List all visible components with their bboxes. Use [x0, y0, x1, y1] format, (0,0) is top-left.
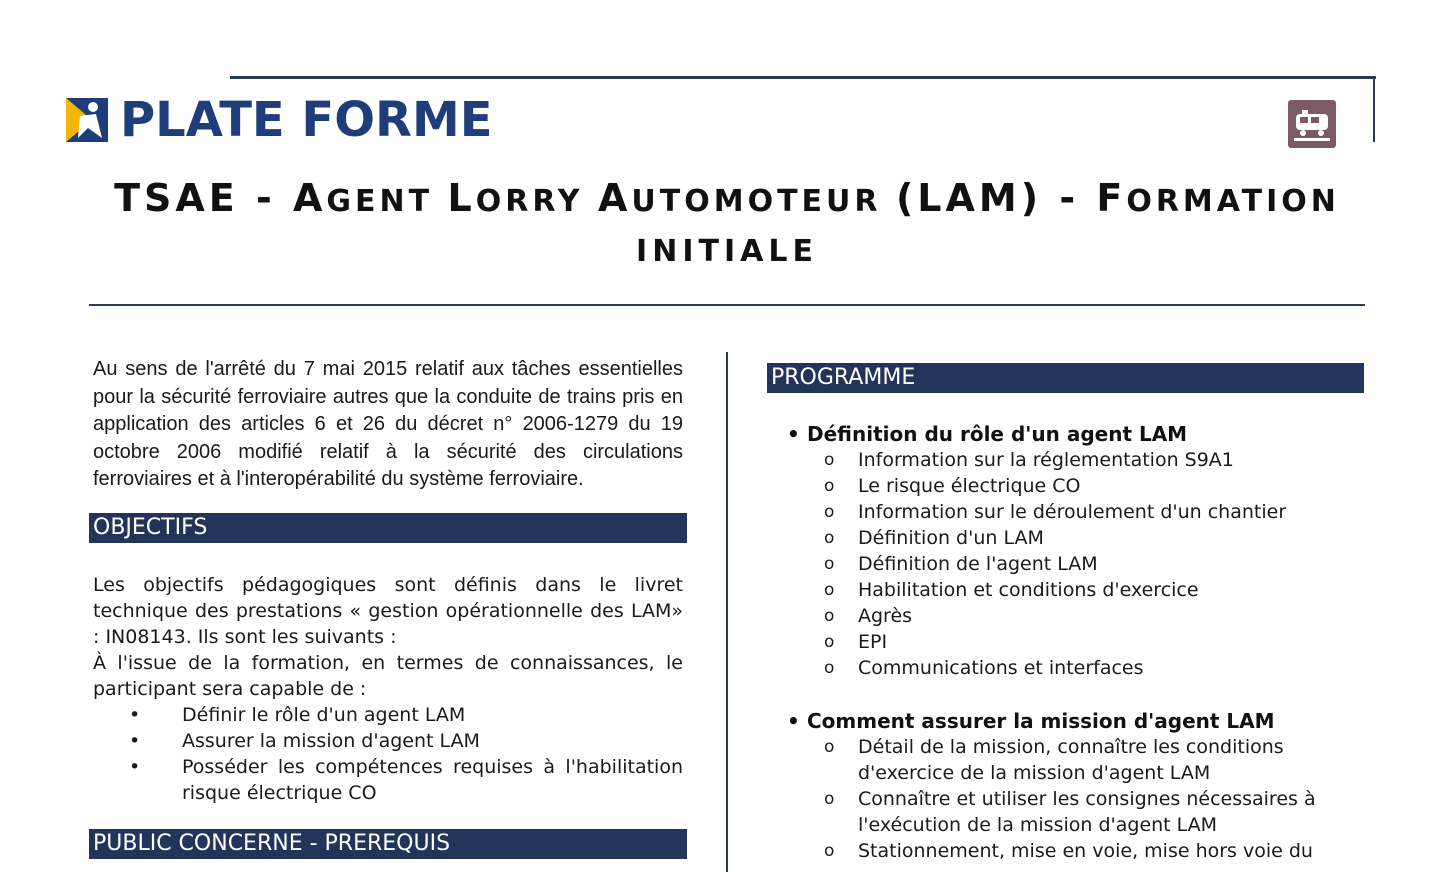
programme-heading: PROGRAMME [767, 363, 1364, 393]
list-item: o Habilitation et conditions d'exercice [824, 579, 1199, 601]
objectifs-list [93, 702, 683, 806]
train-icon [1288, 100, 1336, 148]
list-item: o Détail de la mission, connaître les conditions d'exercice de la mission d'agent LAM [824, 736, 1284, 784]
list-item: o Stationnement, mise en voie, mise hors voie du [824, 840, 1313, 862]
programme-group-1 [787, 421, 1362, 681]
programme-group-2 [787, 708, 1362, 864]
column-divider [726, 352, 728, 872]
programme-group-title: • Comment assurer la mission d'agent LAM [787, 709, 1275, 733]
list-item: • Définir le rôle d'un agent LAM [129, 704, 466, 726]
list-item: o EPI [824, 631, 888, 653]
list-item: o Communications et interfaces [824, 657, 1144, 679]
title-rule [89, 304, 1365, 306]
list-item: o Connaître et utiliser les consignes nécessaires à l'exécution de la mission d'agent LAM [824, 788, 1316, 836]
intro-paragraph: Au sens de l'arrêté du 7 mai 2015 relatif aux tâches essentielles pour la sécurité ferroviaire autres que la conduite de trains pris en application des articles 6 et 26 du décret n° 2006-1279 du 19 octobre 2006 modifié relatif à la sécurité des circulations ferroviaires et à l'interopérabilité du système ferroviaire. [93, 358, 683, 490]
list-item: o Information sur la réglementation S9A1 [824, 449, 1234, 471]
list-item: o Le risque électrique CO [824, 475, 1081, 497]
list-item: o Information sur le déroulement d'un chantier [824, 501, 1287, 523]
objectifs-para2: À l'issue de la formation, en termes de connaissances, le participant sera capable de : [93, 652, 683, 700]
list-item: o Définition d'un LAM [824, 527, 1044, 549]
objectifs-heading: OBJECTIFS [89, 513, 687, 543]
document-title-line2: INITIALE [636, 234, 818, 269]
programme-group-list [787, 734, 1362, 864]
objectifs-body [93, 572, 683, 806]
public-heading: PUBLIC CONCERNE - PREREQUIS [89, 829, 687, 859]
objectifs-para1: Les objectifs pédagogiques sont définis dans le livret technique des prestations « gestion opérationnelle des LAM» : IN08143. Ils sont les suivants : [93, 574, 683, 648]
list-item: o Agrès [824, 605, 913, 627]
programme-group-list [787, 447, 1362, 681]
list-item: o Définition de l'agent LAM [824, 553, 1098, 575]
header-side-rule [1373, 76, 1375, 142]
train-glyph-icon [1288, 100, 1336, 148]
programme-group-title: • Définition du rôle d'un agent LAM [787, 422, 1188, 446]
plate-forme-logo [66, 92, 493, 148]
document-title-line1: TSAE - AGENT LORRY AUTOMOTEUR (LAM) - FORMATION [114, 176, 1340, 220]
logo-text: PLATE FORME [120, 92, 493, 148]
logo-mark-icon [66, 98, 108, 142]
header-top-rule [230, 76, 1376, 79]
list-item: • Posséder les compétences requises à l'habilitation risque électrique CO [129, 756, 683, 804]
list-item: • Assurer la mission d'agent LAM [129, 730, 480, 752]
